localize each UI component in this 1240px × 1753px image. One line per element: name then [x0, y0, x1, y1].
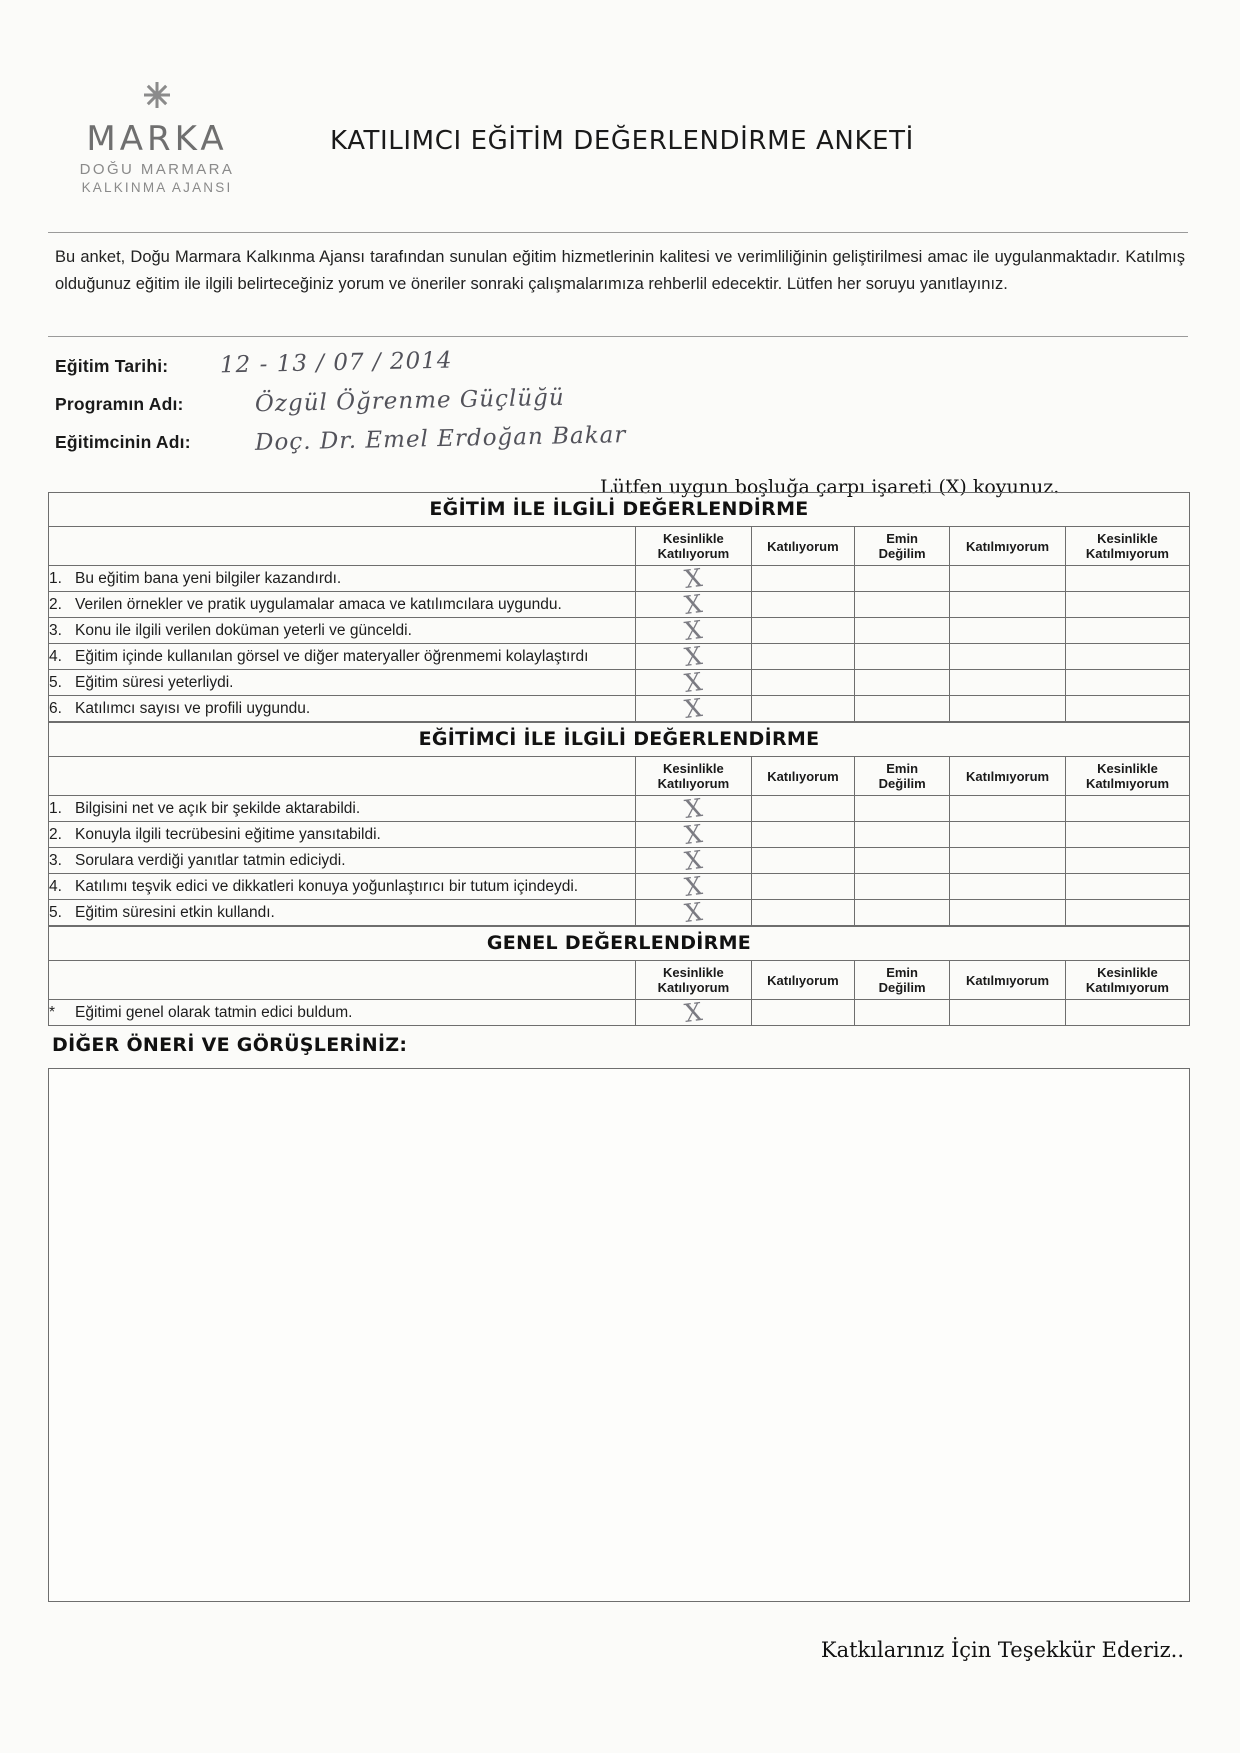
question-cell — [49, 696, 636, 722]
question-number: 3. — [49, 851, 62, 869]
logo-subtitle-2: KALKINMA AJANSI — [81, 180, 233, 195]
question-text: Bu eğitim bana yeni bilgiler kazandırdı. — [75, 569, 342, 587]
answer-cell[interactable] — [1065, 566, 1189, 592]
option-header: Emin Değilim — [855, 961, 950, 1000]
answer-cell[interactable] — [751, 618, 854, 644]
section-title: EĞİTİM İLE İLGİLİ DEĞERLENDİRME — [49, 493, 1190, 527]
answer-cell[interactable] — [950, 848, 1066, 874]
answer-cell[interactable] — [855, 900, 950, 926]
answer-cell[interactable] — [950, 796, 1066, 822]
answer-cell[interactable] — [950, 900, 1066, 926]
field-trainer-label: Eğitimcinin Adı: — [55, 432, 191, 452]
question-number: 3. — [49, 621, 62, 639]
answer-mark: X — [682, 615, 704, 646]
table-row — [49, 670, 1190, 696]
answer-cell[interactable] — [950, 874, 1066, 900]
answer-mark: X — [682, 589, 704, 620]
question-cell — [49, 592, 636, 618]
question-number: 2. — [49, 825, 62, 843]
answer-cell[interactable] — [1065, 874, 1189, 900]
question-cell — [49, 566, 636, 592]
question-number: * — [49, 1003, 56, 1021]
field-date[interactable] — [55, 347, 1155, 390]
table-row — [49, 900, 1190, 926]
option-header: Emin Değilim — [855, 527, 950, 566]
header-spacer — [49, 961, 636, 1000]
answer-mark: X — [682, 845, 705, 876]
option-header: Kesinlikle Katılıyorum — [636, 757, 752, 796]
answer-cell[interactable] — [950, 1000, 1066, 1026]
question-number: 6. — [49, 699, 62, 717]
answer-cell[interactable] — [950, 696, 1066, 722]
question-text: Verilen örnekler ve pratik uygulamalar amaca ve katılımcılara uygundu. — [75, 595, 562, 613]
answer-mark: X — [682, 693, 704, 724]
answer-cell[interactable] — [855, 566, 950, 592]
question-text: Katılımcı sayısı ve profili uygundu. — [75, 699, 311, 717]
field-trainer[interactable] — [55, 422, 1155, 466]
question-text: Eğitim içinde kullanılan görsel ve diğer materyaller öğrenmemi kolaylaştırdı — [75, 647, 589, 665]
question-text: Katılımı teşvik edici ve dikkatleri konuya yoğunlaştırıcı bir tutum içindeydi. — [75, 877, 579, 895]
instruction-note: Lütfen uygun boşluğa çarpı işareti (X) koyunuz. — [600, 476, 1060, 498]
answer-mark: X — [682, 871, 705, 902]
answer-cell[interactable] — [751, 874, 854, 900]
brand-logo — [52, 72, 262, 195]
answer-cell[interactable] — [1065, 848, 1189, 874]
field-trainer-value: Doç. Dr. Emel Erdoğan Bakar — [254, 422, 627, 456]
question-number: 4. — [49, 877, 62, 895]
answer-cell[interactable] — [855, 822, 950, 848]
table-row — [49, 848, 1190, 874]
question-number: 5. — [49, 903, 62, 921]
survey-tables — [48, 492, 1190, 1026]
question-text: Konuyla ilgili tecrübesini eğitime yansıtabildi. — [75, 825, 381, 843]
option-header: Kesinlikle Katılmıyorum — [1065, 757, 1189, 796]
answer-cell[interactable] — [855, 796, 950, 822]
answer-cell[interactable] — [950, 592, 1066, 618]
answer-cell[interactable] — [751, 644, 854, 670]
field-program-label: Programın Adı: — [55, 394, 184, 414]
question-cell — [49, 1000, 636, 1026]
table-row — [49, 592, 1190, 618]
table-row — [49, 796, 1190, 822]
survey-section-table — [48, 492, 1190, 722]
answer-cell[interactable] — [751, 670, 854, 696]
option-header: Kesinlikle Katılmıyorum — [1065, 527, 1189, 566]
divider-top — [48, 232, 1188, 233]
answer-cell[interactable] — [950, 566, 1066, 592]
answer-cell[interactable] — [751, 796, 854, 822]
question-number: 4. — [49, 647, 62, 665]
option-header: Katılıyorum — [751, 527, 854, 566]
table-row — [49, 874, 1190, 900]
question-text: Konu ile ilgili verilen doküman yeterli ve günceldi. — [75, 621, 412, 639]
star-icon — [134, 72, 180, 118]
answer-cell[interactable] — [855, 618, 950, 644]
header-spacer — [49, 527, 636, 566]
field-date-label: Eğitim Tarihi: — [55, 356, 169, 376]
survey-section-table — [48, 722, 1190, 926]
answer-cell[interactable] — [855, 848, 950, 874]
answer-cell[interactable] — [1065, 644, 1189, 670]
answer-cell[interactable] — [950, 644, 1066, 670]
option-header: Kesinlikle Katılıyorum — [636, 527, 752, 566]
option-header: Katılıyorum — [751, 961, 854, 1000]
logo-wordmark: MARKA — [86, 119, 228, 159]
question-text: Sorulara verdiği yanıtlar tatmin ediciydi. — [75, 851, 346, 869]
answer-mark: X — [682, 897, 705, 928]
answer-cell[interactable] — [855, 670, 950, 696]
answer-cell[interactable] — [1065, 1000, 1189, 1026]
answer-cell[interactable] — [751, 696, 854, 722]
question-number: 2. — [49, 595, 62, 613]
option-header: Emin Değilim — [855, 757, 950, 796]
other-comments-box[interactable] — [48, 1068, 1190, 1602]
question-cell — [49, 644, 636, 670]
question-text: Eğitim süresi yeterliydi. — [75, 673, 234, 691]
option-header: Katılmıyorum — [950, 961, 1066, 1000]
option-header: Kesinlikle Katılıyorum — [636, 961, 752, 1000]
meta-fields — [55, 347, 1155, 466]
question-cell — [49, 900, 636, 926]
question-number: 1. — [49, 799, 62, 817]
table-row — [49, 696, 1190, 722]
page-title: KATILIMCI EĞİTİM DEĞERLENDİRME ANKETİ — [330, 126, 914, 156]
answer-cell[interactable] — [751, 1000, 854, 1026]
answer-cell[interactable] — [1065, 822, 1189, 848]
table-row — [49, 822, 1190, 848]
answer-mark: X — [682, 819, 705, 850]
answer-cell[interactable] — [950, 670, 1066, 696]
option-header: Katılıyorum — [751, 757, 854, 796]
question-cell — [49, 670, 636, 696]
answer-cell[interactable] — [855, 696, 950, 722]
answer-cell[interactable] — [1065, 900, 1189, 926]
answer-cell[interactable] — [751, 822, 854, 848]
other-comments-title: DİĞER ÖNERİ VE GÖRÜŞLERİNİZ: — [52, 1034, 408, 1056]
question-text: Eğitim süresini etkin kullandı. — [75, 903, 275, 921]
option-header: Katılmıyorum — [950, 527, 1066, 566]
answer-mark: X — [682, 563, 704, 594]
footer-thanks: Katkılarınız İçin Teşekkür Ederiz.. — [820, 1638, 1184, 1662]
question-text: Eğitimi genel olarak tatmin edici buldum. — [75, 1003, 353, 1021]
answer-mark: X — [682, 667, 704, 698]
table-row — [49, 1000, 1190, 1026]
answer-cell[interactable] — [855, 592, 950, 618]
answer-cell[interactable] — [950, 618, 1066, 644]
answer-mark: X — [682, 641, 704, 672]
answer-cell[interactable] — [751, 848, 854, 874]
answer-cell[interactable] — [1065, 696, 1189, 722]
option-header: Kesinlikle Katılmıyorum — [1065, 961, 1189, 1000]
option-header: Katılmıyorum — [950, 757, 1066, 796]
field-date-value: 12 - 13 / 07 / 2014 — [219, 347, 453, 379]
question-text: Bilgisini net ve açık bir şekilde aktarabildi. — [75, 799, 361, 817]
answer-cell[interactable] — [751, 592, 854, 618]
document-header — [0, 60, 1240, 200]
table-row — [49, 566, 1190, 592]
divider-intro-bottom — [48, 336, 1188, 337]
logo-subtitle-1: DOĞU MARMARA — [79, 161, 235, 178]
answer-cell[interactable] — [855, 1000, 950, 1026]
question-cell — [49, 874, 636, 900]
answer-mark: X — [682, 997, 704, 1028]
answer-mark: X — [682, 793, 705, 824]
table-row — [49, 618, 1190, 644]
survey-section-table — [48, 926, 1190, 1026]
answer-cell[interactable] — [1065, 618, 1189, 644]
header-spacer — [49, 757, 636, 796]
question-cell — [49, 822, 636, 848]
question-number: 5. — [49, 673, 62, 691]
answer-cell[interactable] — [855, 644, 950, 670]
question-cell — [49, 618, 636, 644]
answer-cell[interactable] — [950, 822, 1066, 848]
section-title: GENEL DEĞERLENDİRME — [49, 927, 1190, 961]
answer-cell[interactable] — [636, 997, 752, 1028]
answer-cell[interactable] — [1065, 670, 1189, 696]
question-number: 1. — [49, 569, 62, 587]
field-program-value: Özgül Öğrenme Güçlüğü — [254, 384, 565, 418]
table-row — [49, 644, 1190, 670]
intro-paragraph: Bu anket, Doğu Marmara Kalkınma Ajansı tarafından sunulan eğitim hizmetlerinin kalitesi ve verimliliğinin geliştirilmesi amac ile uygulanmaktadır. Katılmış olduğunuz eğitim ile ilgili belirteceğiniz yorum ve öneriler sonraki çalışmalarımıza rehberlil edecektir. Lütfen her soruyu yanıtlayınız. — [55, 248, 1185, 293]
question-cell — [49, 796, 636, 822]
section-title: EĞİTİMCİ İLE İLGİLİ DEĞERLENDİRME — [49, 723, 1190, 757]
question-cell — [49, 848, 636, 874]
answer-cell[interactable] — [751, 900, 854, 926]
answer-cell[interactable] — [855, 874, 950, 900]
answer-cell[interactable] — [751, 566, 854, 592]
answer-cell[interactable] — [1065, 796, 1189, 822]
answer-cell[interactable] — [1065, 592, 1189, 618]
